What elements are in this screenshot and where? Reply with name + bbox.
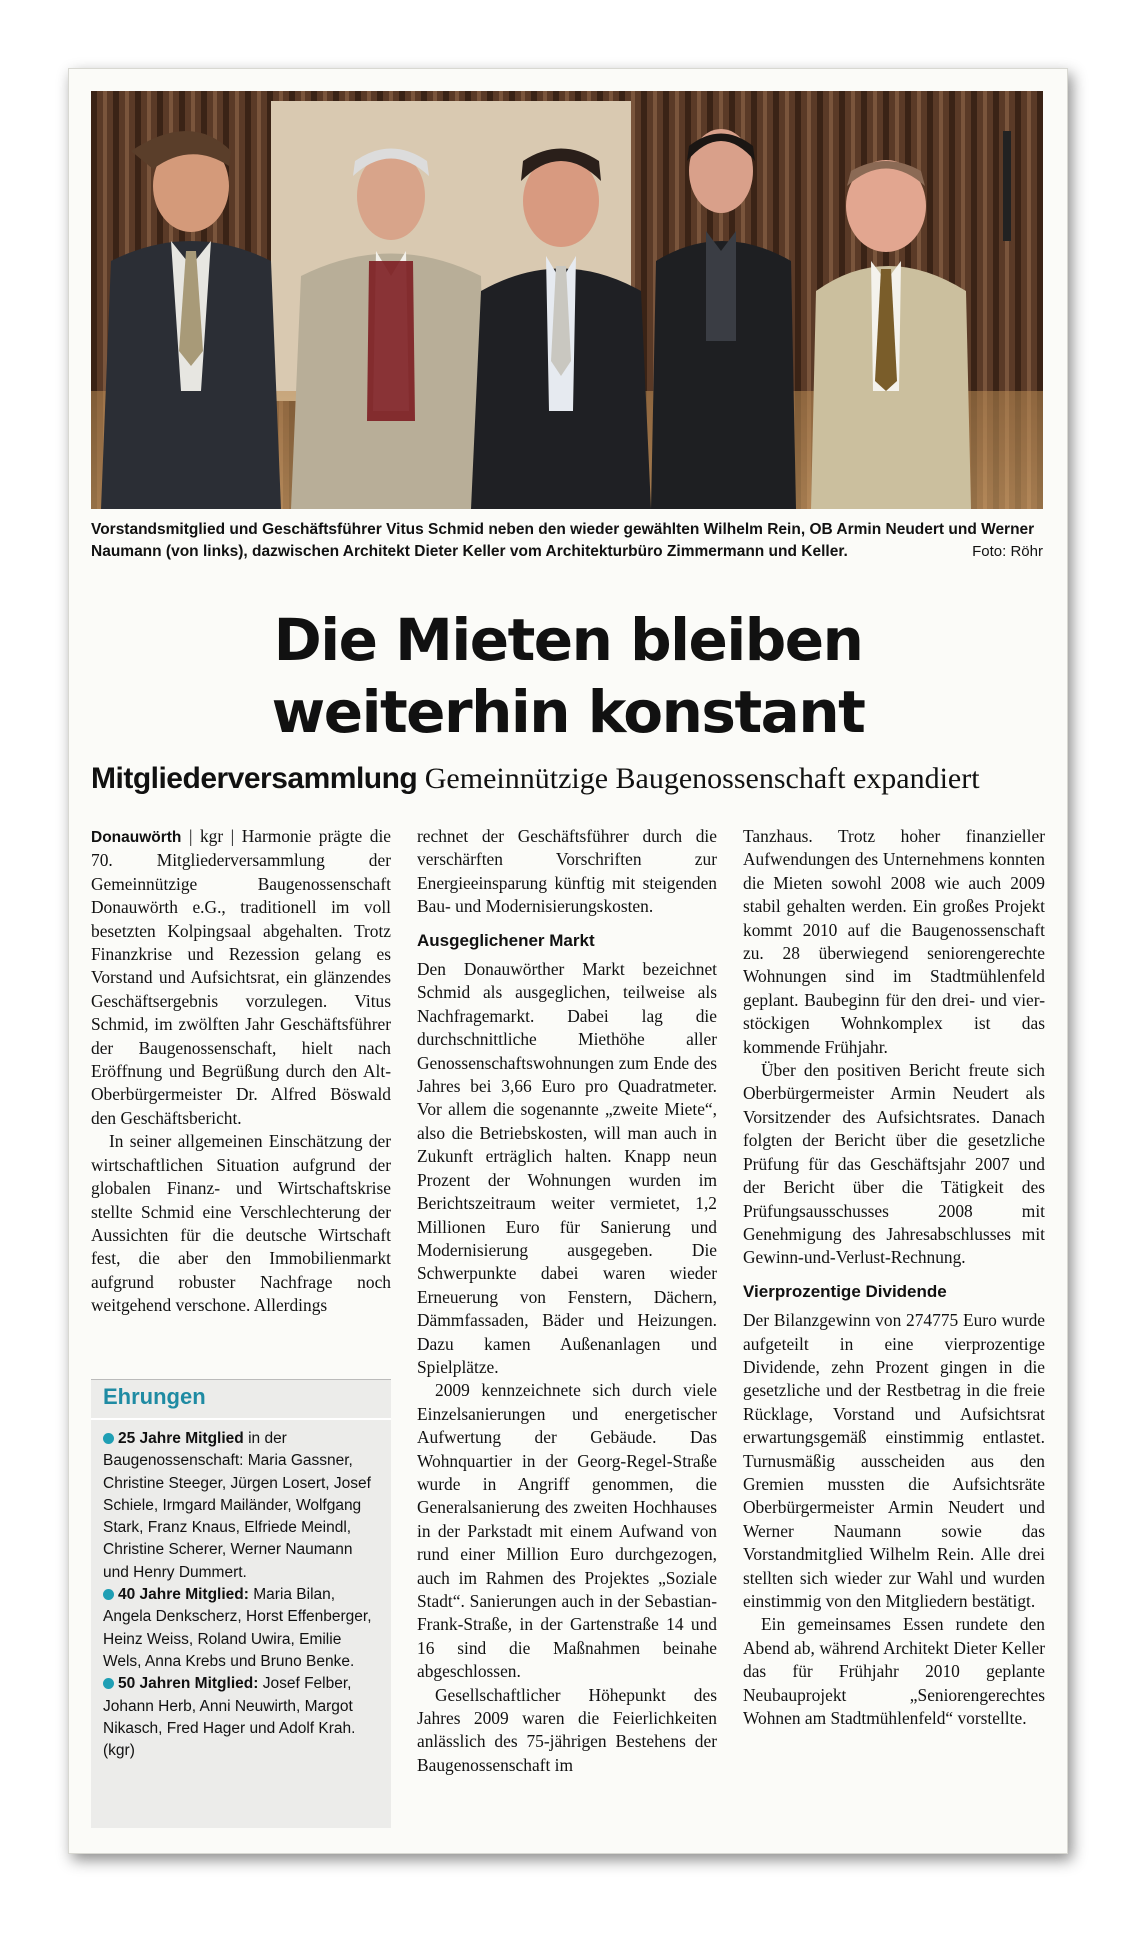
honors-entry-text: Josef Felber, Johann Herb, Anni Neuwirth, Margot Nikasch, Fred Hager und Adolf Krah. (kgr): [103, 1675, 356, 1760]
article-paragraph: Über den positiven Bericht freute sich Oberbürgermeister Armin Neudert als Vorsitzender des Aufsichtsrates. Danach folgten der Bericht über die gesetzliche Prüfung für das Geschäftsjahr 2007 und der Bericht über die Tätigkeit des Prüfungsausschusses 2008 mit Genehmigung des Jahresabschlusses mit Gewinn-und-Verlust-Rechnung.: [743, 1060, 1045, 1268]
honors-list: [91, 1420, 391, 1762]
article-paragraph: 2009 kennzeichnete sich durch viele Einzelsanierungen und energetischer Aufwertung der Gebäude. Das Wohnquartier in der Georg-Regel-Straße wurde in Angriff genommen, die Generalsanierung des zweiten Hochhauses in der Parkstadt mit einem Aufwand von rund einer Million Euro durchgezogen, auch im Rahmen des Projektes „Soziale Stadt“. Sanierungen auch in der Sebastian-Frank-Straße, in der Gartenstraße 14 und 16 sind die Maßnahmen beinahe abgeschlossen.: [417, 1380, 717, 1682]
paragraph-text: | kgr | Harmonie prägte die 70. Mitgliederversammlung der Gemeinnützige Baugenossenschaft Donauwörth e.G., traditionell im voll besetzten Kolpingsaal abgehalten. Trotz Finanzkrise und Rezession gelang es Vorstand und Aufsichtsrat, ein glänzendes Geschäftsergebnis vorzulegen. Vitus Schmid, im zwölften Jahr Geschäftsführer der Baugenossenschaft, hielt nach Eröffnung und Begrüßung durch den Alt-Oberbürgermeister Dr. Alfred Böswald den Geschäftsbericht.: [91, 826, 391, 1128]
section-subtitle: Vierprozentige Dividende: [743, 1281, 947, 1301]
bullet-dot-icon: [103, 1678, 114, 1689]
honors-entry: [103, 1673, 379, 1762]
article-paragraph: Ein gemeinsames Essen rundete den Abend ab, während Architekt Dieter Keller das für Frühjahr 2010 geplante Neubauprojekt „Seniorengerechtes Wohnen am Stadtmühlenfeld“ vorstellte.: [743, 1614, 1045, 1729]
headline-line-2: weiterhin konstant: [271, 678, 865, 746]
article-paragraph: Tanzhaus. Trotz hoher finanzieller Aufwendungen des Unternehmens konnten die Mieten sowohl 2008 wie auch 2009 stabil gehalten werden. Ein großes Projekt kommt 2010 auf die Baugenossenschaft zu. 28 überwiegend seniorengerechte Wohnungen sind im Stadtmühlenfeld geplant. Baubeginn für den drei- und vier-stöckigen Wohnkomplex ist das kommende Frühjahr.: [743, 826, 1045, 1057]
dateline: Donauwörth: [91, 829, 182, 846]
honors-entry-head: 50 Jahren Mitglied:: [118, 1675, 259, 1693]
section-subtitle: Ausgeglichener Markt: [417, 930, 595, 950]
article-paragraph: rechnet der Geschäftsführer durch die verschärften Vorschriften zur Energieeinsparung künftig mit steigenden Bau- und Modernisierungskosten.: [417, 826, 717, 917]
honors-entry: [103, 1428, 379, 1584]
photo-caption: [91, 519, 1043, 563]
headline-line-1: Die Mieten bleiben: [273, 606, 863, 674]
honors-entry: [103, 1584, 379, 1673]
honors-entry-text: in der Baugenossenschaft: Maria Gassner, Christine Steeger, Jürgen Losert, Josef Schiele, Irmgard Mailänder, Wolfgang Stark, Franz Knaus, Elfriede Meindl, Christine Scherer, Werner Naumann und Henry Dummert.: [103, 1430, 371, 1581]
honors-entry-head: 40 Jahre Mitglied:: [118, 1586, 249, 1604]
caption-text: Vorstandsmitglied und Geschäftsführer Vitus Schmid neben den wieder gewählten Wilhelm Rein, OB Armin Neudert und Werner Naumann (von links), dazwischen Architekt Dieter Keller vom Architekturbüro Zimmermann und Keller.: [91, 521, 1035, 560]
headline: [69, 604, 1067, 748]
subhead-text: Gemeinnützige Baugenossenschaft expandiert: [424, 762, 980, 795]
honors-entry-head: 25 Jahre Mitglied: [118, 1430, 244, 1447]
article-column-1: [91, 825, 391, 1318]
honors-entry-text: Maria Bilan, Angela Denkscherz, Horst Effenberger, Heinz Weiss, Roland Uwira, Emilie Wels, Anna Krebs und Bruno Benke.: [103, 1586, 372, 1670]
photo-credit: Foto: Röhr: [972, 543, 1043, 560]
article-column-3: [743, 825, 1045, 1730]
subheadline: [91, 761, 1043, 797]
subhead-kicker: Mitgliederversammlung: [91, 762, 418, 795]
bullet-dot-icon: [103, 1589, 114, 1600]
honors-box: [91, 1379, 391, 1828]
article-column-2: [417, 825, 717, 1777]
newspaper-clipping: [68, 68, 1068, 1854]
article-paragraph: Gesellschaftlicher Höhepunkt des Jahres 2009 waren die Feierlichkeiten anlässlich des 75-jährigen Bestehens der Baugenossenschaft im: [417, 1684, 717, 1775]
article-paragraph: [91, 825, 391, 1130]
article-paragraph: In seiner allgemeinen Einschätzung der wirtschaftlichen Situation aufgrund der globalen Finanz- und Wirtschaftskrise stellte Schmid eine Verschlechterung der Aussichten für die deutsche Wirtschaft fest, die aber den Immobilienmarkt aufgrund robuster Nachfrage noch weitgehend verschone. Allerdings: [91, 1131, 391, 1316]
article-paragraph: Der Bilanzgewinn von 274775 Euro wurde aufgeteilt in eine vierprozentige Dividende, zehn Prozent gingen in die gesetzliche und der Restbetrag in die freie Rücklage, Vorstand und Aufsichtsrat erwartungsgemäß einstimmig entlastet. Turnusmäßig ausscheiden aus den Gremien mussten die Aufsichtsräte Oberbürgermeister Armin Neudert und Werner Naumann sowie das Vorstandmitglied Wilhelm Rein. Alle drei stellten sich wieder zur Wahl und wurden einstimmig von den Mitgliedern bestätigt.: [743, 1310, 1045, 1611]
group-photo-illustration: [91, 91, 1043, 509]
group-photo: [91, 91, 1043, 509]
bullet-dot-icon: [103, 1433, 114, 1444]
honors-title: Ehrungen: [91, 1380, 391, 1420]
article-paragraph: Den Donauwörther Markt bezeichnet Schmid als ausgeglichen, teilweise als Nachfragemarkt. Dabei lag die durchschnittliche Miethöhe aller Genossenschaftswohnungen zum Ende des Jahres bei 3,66 Euro pro Quadratmeter. Vor allem die sogenannte „zweite Miete“, also die Betriebskosten, will man auch in Zukunft erträglich halten. Knapp neun Prozent der Wohnungen wurden im Berichtszeitraum weiter vermietet, 1,2 Millionen Euro für Sanierung und Modernisierung ausgegeben. Die Schwerpunkte dabei waren wieder Erneuerung von Fenstern, Dächern, Dämmfassaden, Bäder und Heizungen. Dazu kamen Außenanlagen und Spielplätze.: [417, 959, 717, 1377]
